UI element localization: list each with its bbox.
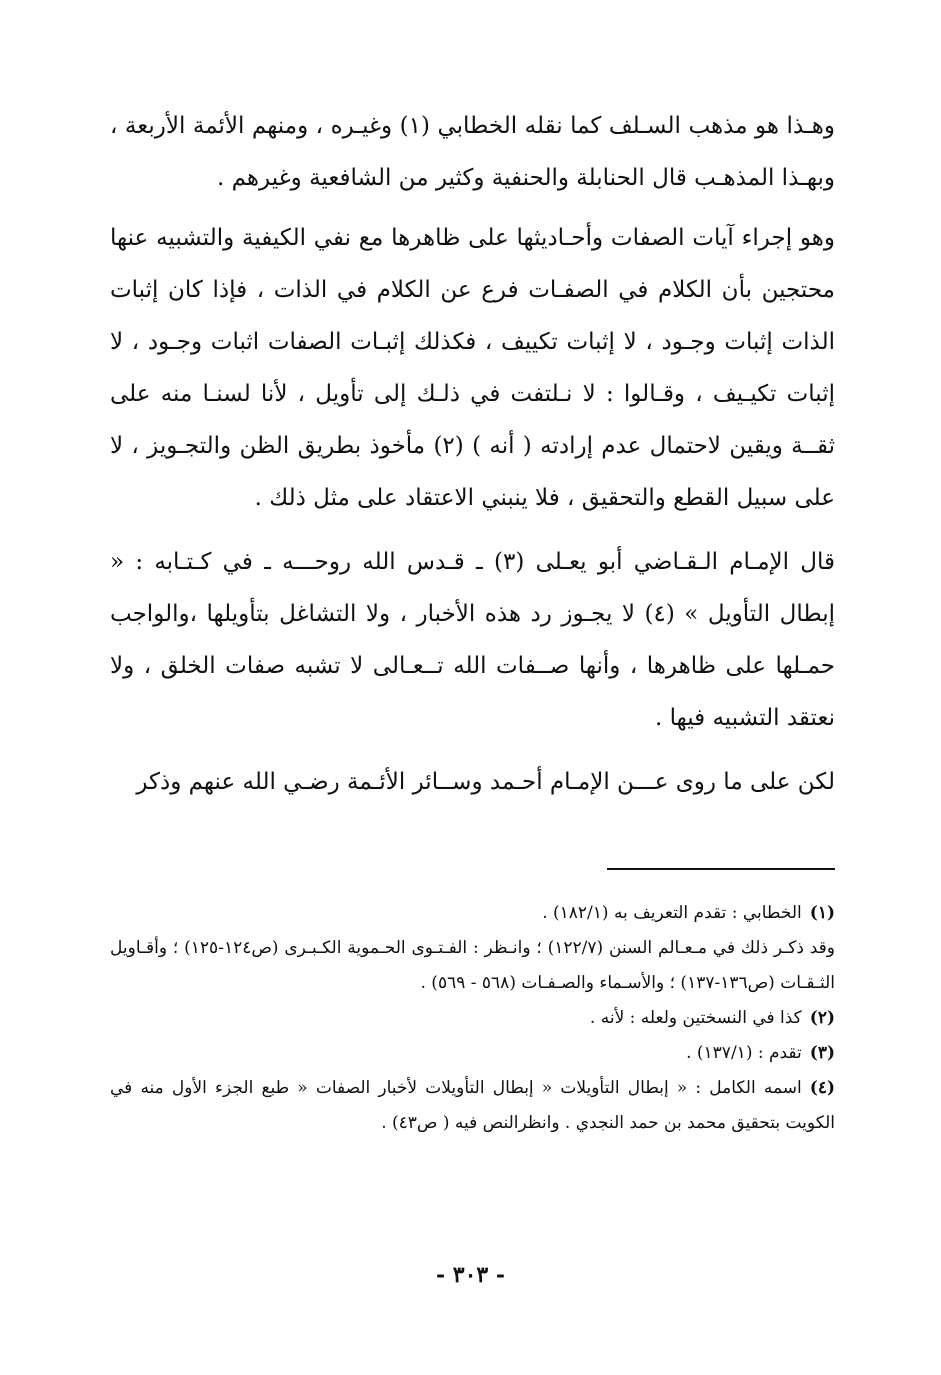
footnote-text: كذا في النسختين ولعله : لأنه . — [589, 1008, 802, 1028]
footnote-text: الخطابي : تقدم التعريف به (١٨٢/١) . — [542, 903, 802, 923]
footnote-number: (٤) — [809, 1078, 835, 1098]
page-number: - ٣٠٣ - — [435, 1262, 506, 1288]
footnote-2 — [110, 1001, 835, 1036]
footnote-4 — [110, 1071, 835, 1141]
footnotes — [110, 896, 835, 1141]
paragraph-3: قال الإمـام الـقـاضي أبو يعـلى (٣) ـ قـدس الله روحـــه ـ في كـتـابه : « إبطال التأويل » (٤) لا يجـوز رد هذه الأخبار ، ولا التشاغل بتأويلها ،والواجب حمـلها على ظاهرها ، وأنها صــفات الله تــعـالى لا تشبه صفات الخلق ، ولا نعتقد التشبيه فيها . — [110, 549, 835, 731]
paragraph-4: لكن على ما روى عـــن الإمـام أحـمد وســائر الأئـمة رضـي الله عنهم وذكر — [136, 769, 835, 795]
footnote-text: تقدم : (١٣٧/١) . — [686, 1043, 802, 1063]
footnote-number: (١) — [809, 903, 835, 923]
main-text — [110, 100, 835, 808]
footnote-text: اسمه الكامل : « إبطال التأويلات « إبطال التأويلات لأخبار الصفات « طبع الجزء الأول منه في الكويت بتحقيق محمد بن حمد النجدي . وانظرالنص فيه ( ص٤٣) . — [110, 1078, 835, 1133]
paragraph-2: وهو إجراء آيات الصفات وأحـاديثها على ظاهرها مع نفي الكيفية والتشبيه عنها محتجين بأن الكلام في الصفـات فرع عن الكلام في الذات ، فإذا كان إثبات الذات إثبات وجـود ، لا إثبات تكييف ، فكذلك إثبـات الصفات اثبات وجـود ، لا إثبات تكيـيف ، وقـالوا : لا نـلتفت في ذلـك إلى تأويل ، لأنا لسنـا منه على ثقــة ويقين لاحتمال عدم إرادته ( أنه ) (٢) مأخوذ بطريق الظن والتجـويز ، لا على سبيل القطع والتحقيق ، فلا ينبني الاعتقاد على مثل ذلك . — [110, 225, 836, 511]
page-body — [110, 100, 835, 1141]
footnote-3 — [110, 1036, 835, 1071]
footnote-1 — [110, 896, 835, 931]
footnote-1-continuation: وقد ذكـر ذلك في مـعـالم السنن (١٢٢/٧) ؛ وانـظر : الفـتـوى الحـموية الكـبـرى (ص١٢٤-١٢٥) ؛ وأقـاويل الثـقـات (ص١٣٦-١٣٧) ؛ والأسـماء والصـفـات (٥٦٨ - ٥٦٩) . — [110, 938, 835, 993]
footnote-number: (٣) — [809, 1043, 835, 1063]
footnote-separator — [607, 868, 835, 870]
footnote-number: (٢) — [809, 1008, 835, 1028]
paragraph-1: وهـذا هو مذهب السـلف كما نقله الخطابي (١) وغيـره ، ومنهم الأئمة الأربعة ، وبهـذا المذهـب قال الحنابلة والحنفية وكثير من الشافعية وغيرهم . — [110, 113, 835, 191]
